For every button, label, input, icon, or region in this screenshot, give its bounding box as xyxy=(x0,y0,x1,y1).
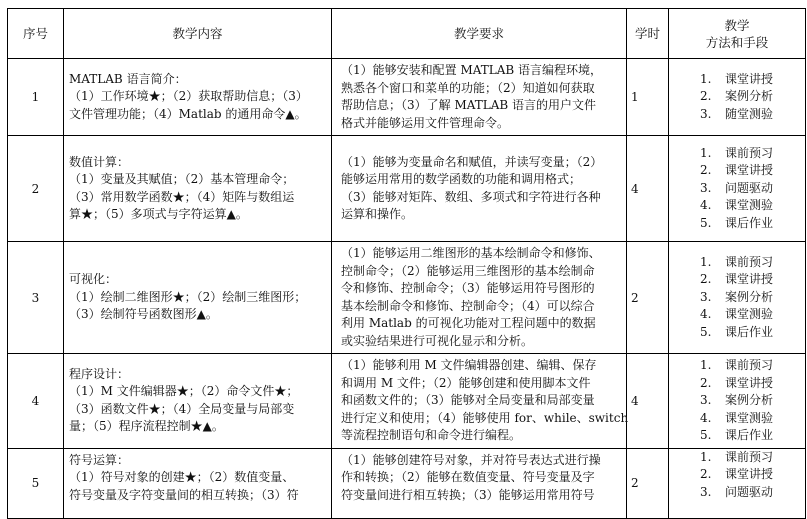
cell-hours: 2 xyxy=(627,448,669,518)
requirement-line: 能够运用常用的数学函数的功能和调用格式； xyxy=(341,172,582,186)
method-item xyxy=(700,392,805,410)
method-label: 课堂测验 xyxy=(725,307,774,322)
header-hours: 学时 xyxy=(627,9,669,59)
cell-requirements xyxy=(332,59,627,136)
method-item xyxy=(700,289,805,307)
cell-hours: 4 xyxy=(627,354,669,449)
header-requirements: 教学要求 xyxy=(332,9,627,59)
method-number: 3. xyxy=(700,106,712,121)
cell-requirements xyxy=(332,354,627,449)
method-label: 课后作业 xyxy=(725,324,774,339)
requirement-line: 基本绘制命令和修饰、控制命令；（4）可以综合 xyxy=(341,298,595,313)
method-number: 2. xyxy=(700,272,712,287)
cell-methods xyxy=(669,448,806,518)
cell-methods xyxy=(669,136,806,242)
content-line: 符号变量及字符变量间的相互转换；（3）符 xyxy=(69,487,299,502)
method-item xyxy=(700,324,805,342)
cell-methods xyxy=(669,242,806,354)
method-number: 4. xyxy=(700,307,712,322)
method-label: 案例分析 xyxy=(725,393,774,407)
cell-no: 1 xyxy=(8,59,64,136)
method-label: 随堂测验 xyxy=(725,106,774,121)
method-item xyxy=(700,466,805,484)
requirement-line: 令和修饰、控制命令；（3）能够运用符号图形的 xyxy=(341,281,595,295)
cell-requirements xyxy=(332,136,627,242)
content-title: MATLAB 语言简介： xyxy=(69,71,187,86)
methods-list xyxy=(700,254,805,342)
requirement-line: 作和转换；（2）能够在数值变量、符号变量及字 xyxy=(341,470,595,484)
method-label: 问题驱动 xyxy=(725,180,774,195)
requirement-line: （1）能够利用 M 文件编辑器创建、编辑、保存 xyxy=(341,358,597,372)
content-line: （3）绘制符号函数图形▲。 xyxy=(69,307,218,322)
requirement-line: 和函数文件的；（3）能够对全局变量和局部变量 xyxy=(341,393,595,407)
content-title: 程序设计： xyxy=(69,366,130,381)
content-title: 可视化： xyxy=(69,272,118,287)
table-row xyxy=(8,59,806,136)
method-item xyxy=(700,106,805,124)
header-methods xyxy=(669,9,806,59)
method-number: 1. xyxy=(700,71,712,86)
cell-requirements xyxy=(332,242,627,354)
requirement-line: （1）能够运用二维图形的基本绘制命令和修饰、 xyxy=(341,246,601,260)
cell-no: 2 xyxy=(8,136,64,242)
method-label: 案例分析 xyxy=(725,289,774,304)
content-line: （1）M 文件编辑器★；（2）命令文件★； xyxy=(69,384,299,399)
method-item xyxy=(700,88,805,106)
method-number: 3. xyxy=(700,180,712,195)
method-label: 课堂测验 xyxy=(725,410,774,425)
method-item xyxy=(700,449,805,467)
requirement-line: 控制命令；（2）能够运用三维图形的基本绘制命 xyxy=(341,263,595,278)
header-methods-line1: 教学 xyxy=(724,17,750,33)
method-label: 课后作业 xyxy=(725,215,774,230)
methods-list xyxy=(700,145,805,233)
method-item xyxy=(700,271,805,289)
method-label: 课堂讲授 xyxy=(725,163,774,178)
method-number: 4. xyxy=(700,410,712,425)
cell-no: 5 xyxy=(8,448,64,518)
method-number: 5. xyxy=(700,215,712,230)
content-line: 量；（5）程序流程控制★▲。 xyxy=(69,419,224,434)
method-item xyxy=(700,180,805,198)
requirement-line: 和调用 M 文件；（2）能够创建和使用脚本文件 xyxy=(341,375,591,390)
cell-content xyxy=(64,354,332,449)
requirement-line: 帮助信息；（3）了解 MATLAB 语言的用户文件 xyxy=(341,98,597,112)
method-number: 3. xyxy=(700,484,712,499)
content-line: （3）函数文件★；（4）全局变量与局部变 xyxy=(69,401,295,416)
method-item xyxy=(700,357,805,375)
cell-content xyxy=(64,448,332,518)
requirement-line: （1）能够创建符号对象，并对符号表达式进行操 xyxy=(341,452,601,467)
requirement-line: （1）能够为变量命名和赋值，并读写变量；（2） xyxy=(341,154,603,169)
method-label: 课前预习 xyxy=(725,254,774,269)
cell-methods xyxy=(669,59,806,136)
method-item xyxy=(700,484,805,502)
table-row xyxy=(8,354,806,449)
method-label: 课堂讲授 xyxy=(725,375,774,390)
method-label: 课前预习 xyxy=(725,358,774,372)
method-label: 课后作业 xyxy=(725,428,774,442)
table-row xyxy=(8,242,806,354)
method-number: 3. xyxy=(700,289,712,304)
method-item xyxy=(700,375,805,393)
method-label: 课堂讲授 xyxy=(725,467,774,481)
cell-no: 4 xyxy=(8,354,64,449)
header-row xyxy=(8,9,806,59)
method-number: 4. xyxy=(700,198,712,213)
content-title: 数值计算： xyxy=(69,154,130,169)
header-content: 教学内容 xyxy=(64,9,332,59)
method-label: 课堂测验 xyxy=(725,198,774,213)
content-line: （1）符号对象的创建★；（2）数值变量、 xyxy=(69,470,295,484)
table-row xyxy=(8,136,806,242)
cell-no: 3 xyxy=(8,242,64,354)
cell-hours: 4 xyxy=(627,136,669,242)
method-item xyxy=(700,215,805,233)
cell-methods xyxy=(669,354,806,449)
method-number: 1. xyxy=(700,358,712,372)
requirement-line: 符变量间进行相互转换；（3）能够运用常用符号 xyxy=(341,487,595,502)
method-item xyxy=(700,71,805,89)
cell-content xyxy=(64,59,332,136)
content-line: （1）工作环境★；（2）获取帮助信息；（3） xyxy=(69,89,308,104)
method-number: 1. xyxy=(700,145,712,160)
content-line: 文件管理功能；（4）Matlab 的通用命令▲。 xyxy=(69,106,307,121)
header-no: 序号 xyxy=(8,9,64,59)
method-item xyxy=(700,197,805,215)
requirement-line: 运算和操作。 xyxy=(341,207,414,221)
content-title: 符号运算： xyxy=(69,452,130,467)
method-item xyxy=(700,145,805,163)
method-number: 2. xyxy=(700,467,712,481)
method-item xyxy=(700,410,805,428)
method-number: 3. xyxy=(700,393,712,407)
method-label: 案例分析 xyxy=(725,89,774,104)
requirement-line: （3）能够对矩阵、数组、多项式和字符进行各种 xyxy=(341,189,601,204)
cell-content xyxy=(64,136,332,242)
method-number: 5. xyxy=(700,324,712,339)
method-number: 2. xyxy=(700,375,712,390)
table-row xyxy=(8,448,806,518)
method-label: 问题驱动 xyxy=(725,484,774,499)
method-label: 课前预习 xyxy=(725,449,774,464)
cell-requirements xyxy=(332,448,627,518)
method-number: 1. xyxy=(700,449,712,464)
requirement-line: 熟悉各个窗口和菜单的功能；（2）知道如何获取 xyxy=(341,80,595,95)
method-item xyxy=(700,162,805,180)
method-label: 课堂讲授 xyxy=(725,71,774,86)
requirement-line: （1）能够安装和配置 MATLAB 语言编程环境， xyxy=(341,63,603,77)
method-item xyxy=(700,254,805,272)
method-number: 1. xyxy=(700,254,712,269)
method-item xyxy=(700,427,805,445)
cell-hours: 2 xyxy=(627,242,669,354)
requirement-line: 或实验结果进行可视化显示和分析。 xyxy=(341,333,534,348)
method-number: 2. xyxy=(700,163,712,178)
method-number: 5. xyxy=(700,428,712,442)
method-label: 课前预习 xyxy=(725,145,774,160)
methods-list xyxy=(700,449,805,502)
method-item xyxy=(700,306,805,324)
cell-content xyxy=(64,242,332,354)
methods-list xyxy=(700,71,805,124)
requirement-line: 利用 Matlab 的可视化功能对工程问题中的数据 xyxy=(341,316,596,330)
syllabus-table xyxy=(7,8,806,519)
methods-list xyxy=(700,357,805,445)
requirement-line: 格式并能够运用文件管理命令。 xyxy=(341,115,510,130)
content-line: 算★；（5）多项式与字符运算▲。 xyxy=(69,207,248,221)
method-number: 2. xyxy=(700,89,712,104)
requirement-line: 等流程控制语句和命令进行编程。 xyxy=(341,428,522,442)
content-line: （3）常用数学函数★；（4）矩阵与数组运 xyxy=(69,189,295,204)
cell-hours: 1 xyxy=(627,59,669,136)
requirement-line: 进行定义和使用；（4）能够使用 for、while、switch xyxy=(341,410,629,425)
content-line: （1）绘制二维图形★；（2）绘制三维图形； xyxy=(69,289,307,304)
content-line: （1）变量及其赋值；（2）基本管理命令； xyxy=(69,172,295,186)
header-methods-line2: 方法和手段 xyxy=(705,34,769,50)
method-label: 课堂讲授 xyxy=(725,272,774,287)
